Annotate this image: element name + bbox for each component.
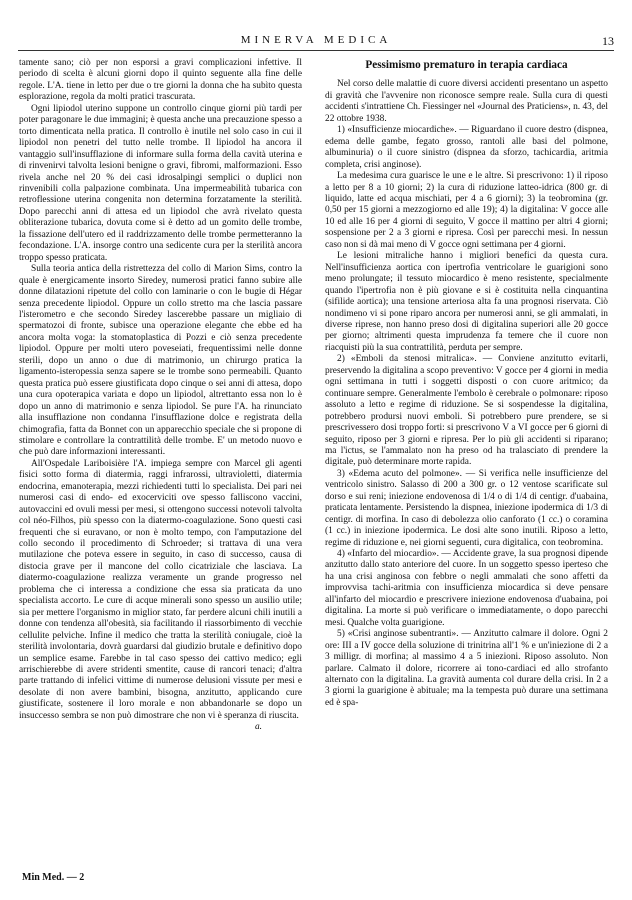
left-paragraph: tamente sano; ciò per non esporsi a gravi complicazioni infettive. Il periodo di scelta è alcuni giorni dopo il quinto seguente alla fine delle regole. L'A. tiene in letto per due o tre giorni la donna che ha subìto questa esplorazione, regola da molti pratici trascurata. <box>19 58 302 103</box>
right-paragraph: 2) «Emboli da stenosi mitralica». — Conviene anzitutto evitarli, preservendo la digitalina a scopo preventivo: V gocce per 4 giorni in media ogni settimana in tutti i soggetti disposti o con cuore aritmico; da continuare sempre. Generalmente l'embolo è cerebrale o polmonare: riposo assoluto a letto e regime di riduzione. Se si sospendesse la digitalina, potrebbero prodursi nuovi emboli. Si potrebbero pure prendere, se si prescrivessero dosi troppo forti: si prescrivono V a VI gocce per 6 giorni di seguito, riposo per 3 giorni e ripresa. Per lo più gli accidenti si riparano; ma l'ictus, se l'ammalato non ha preso od ha tralasciato di prendere la digitale, può determinare morte rapida. <box>325 354 608 468</box>
journal-title: MINERVA MEDICA <box>240 34 392 46</box>
right-paragraph: 4) «Infarto del miocardio». — Accidente grave, la sua prognosi dipende anzitutto dallo stato anteriore del cuore. In un soggetto spesso iperteso che ha una crisi anginosa con febbre o negli ammalati che sono affetti da improvvisa tachi-aritmia con insufficienza miocardica si deve pensare all'infarto del miocardio e prescrivere iniezione endovenosa d'uabaina, poi digitalina. La morte si può verificare o immediatamente, o dopo parecchi mesi. Qualche volta guarigione. <box>325 549 608 628</box>
left-paragraph: All'Ospedale Lariboisière l'A. impiega sempre con Marcel gli agenti fisici sotto forma di diatermia, raggi infrarossi, ultravioletti, diatermia endocrina, emanoterapia, mezzi richiedenti tutti lo specialista. Dei pari nei numerosi casi di endo- ed exocerviciti ove spesso falliscono vaccini, autovaccini ed ovuli messi per mesi, si ottengono successi notevoli talvolta col néo-Filhos, più spesso con la diatermo-coagulazione. Sono questi casi frequenti che si euravano, or non è molto tempo, con l'amputazione del collo secondo il procedimento di Schroeder; si trattava di una vera mutilazione che poteva essere in seguito, in caso di successo, causa di distocia grave per il mancone del collo cicatriziale che lasciava. La diatermo-coagulazione realizza veramente un grande progresso nel problema che ci interessa a condizione che essa sia praticata da uno specialista accorto. Le cure di acque minerali sono spesso un ausilio utile; sia per mettere l'organismo in miglior stato, far perdere alcuni chili inutili a donne con tendenza all'obesità, sia facilitando il riassorbimento di vecchie cellulite pelviche. Infine il medico che tratta la sterilità coniugale, cioè la sterilità involontaria, dovrà guardarsi dal giudizio brutale e definitivo dopo un semplice esame. Farebbe in tal caso spesso dei cattivo medico; egli arrischierebbe di avere stridenti smentite, cause di rancori tenaci; d'altra parte trattando di infelici vittime di numerose delusioni vissute per mesi e desolate di non avere bambini, bisogna, anzitutto, applicando cure giustificate, sostenere il loro morale e non abbandonarle se dopo un insuccesso sembra se non può dimostrare che non vi è speranza di riuscita. <box>19 458 302 721</box>
right-column <box>325 58 608 709</box>
left-paragraph: Sulla teoria antica della ristrettezza del collo di Marion Sims, contro la quale è energicamente insorto Siredey, numerosi pratici fanno subire alle donne dilatazioni ripetute del collo con laminarie o con le bugie di Hégar senza precedente lipiodol. Oppure un collo stretto ma che lascia passare l'isterometro e che secondo Siredey lascerebbe passare un migliaio di spermatozoi di fronte, subisce una operazione elegante che ebbe ed ha ancora molta voga: la stomatoplastica di Pozzi e ciò senza precedente lipiodol. Oppure per molti utero poveseiati, frequentissimi nelle donne sterili, dopo un anno o due di matrimonio, un chirurgo pratica la ligamento-isteropessia senza sapere se le trombe sono permeabili. Quanto questa pratica può essere giustificata dopo cinque o sei anni di attesa, dopo una cura opoterapica variata e dopo un lipiodol, altrettanto essa non lo è dopo un anno di matrimonio e senza lipiodol. Se pure l'A. ha rinunciato alla insufflazione non condanna l'insufflazione dolce e registrata della chimografia, fatta da Bonnet con un apparecchio speciale che si propone di stimolare e controllare la contrattilità delle trombe. E' un metodo nuovo e che può dare informazioni interessanti. <box>19 264 302 458</box>
running-header <box>18 34 614 51</box>
left-column <box>19 58 302 734</box>
page-number: 13 <box>602 34 614 48</box>
right-paragraph: Nel corso delle malattie di cuore diversi accidenti presentano un aspetto di gravità che l'avvenire non riconosce sempre reale. Sulla cura di questi accidenti s'intrattiene Ch. Fiessinger nel «Journal des Praticiens», n. 43, del 22 ottobre 1938. <box>325 79 608 124</box>
right-paragraph: 3) «Edema acuto del polmone». — Si verifica nelle insufficienze del ventricolo sinistro. Salasso di 200 a 300 gr. o 12 ventose scarificate sul dorso e sui reni; iniezione endovenosa di 1/4 o di 1/4 di centigr. d'uabaina, praticata lentamente. Persistendo la dispnea, iniezione ipodermica di 1/3 di centigr. di morfina. In caso di debolezza olio canforato (1 cc.) o coramina (1 cc.) in iniezione ipodermica. Le dosi alte sono inutili. Riposo a letto, regime di riduzione e, nei giorni seguenti, cura digitalica, con teobromina. <box>325 468 608 548</box>
footer-label: Min Med. — 2 <box>22 872 85 883</box>
left-paragraph: Ogni lipiodol uterino suppone un controllo cinque giorni più tardi per poter paragonare le due immagini; è questa anche una precauzione spesso a torto dimenticata nella pratica. Il controllo è inutile nel solo caso in cui il lipiodol non penetri del tutto nelle trombe. Il lipiodol ha ancora il vantaggio sull'insufflazione di informare sulla forma della cavità uterina e di rinvenirvi talvolta lesioni benigne o gravi, fibromi, malformazioni. Esso rivela anche nel 20 % dei casi idrosalpingi semplici o duplici non rinvenibili colla palpazione combinata. Una impermeabilità tubarica con retroflessione uterina congenita non determina forzatamente la sterilità. Dopo parecchi anni di attesa ed un lipiodol che avrà rivelato questa obliterazione tubarica, dovuta come si è detto ad un gomito delle trombe, la fissazione dell'utero ed il raddrizzamento delle trombe permetteranno la fecondazione. L'A. insorge contro una sedicente cura per la sterilità ancora troppo spesso praticata. <box>19 103 302 263</box>
right-paragraph: Le lesioni mitraliche hanno i migliori benefici da questa cura. Nell'insufficienza aortica con ipertrofia ventricolare le guarigioni sono meno prolungate; il tessuto miocardico è meno resistente, specialmente quando l'ipertrofia non è più giovane e si è costituita nella cinquantina (sifilide aortica); una tensione arteriosa alta fa una prognosi riservata. Ciò nondimeno vi si pone riparo ancora per numerosi anni, se gli ammalati, in diverse riprese, non hanno preso dosi di digitalina superiori alle 20 gocce per giorno; altrimenti questa imprudenza fa temere che il cuore non riacquisti più la sua contrattilità, perduta per sempre. <box>325 251 608 353</box>
right-paragraph: La medesima cura guarisce le une e le altre. Si prescrivono: 1) il riposo a letto per 8 a 10 giorni; 2) la cura di riduzione latteo-idrica (800 gr. di liquido, latte ed acqua mischiati, per 4 a 6 giorni); 3) la teobromina (gr. 0,50 per 15 giorni a mezzogiorno ed alle 19); 4) la digitalina: V gocce alle 10 ed alle 16 per 4 giorni di seguito, V gocce il mattino per altri 4 giorni; sospensione per 2 a 3 giorni e ripresa. Così per parecchi mesi. In nessun caso non si dà mai meno di V gocce ogni settimana per 4 giorni. <box>325 171 608 250</box>
right-paragraph: 5) «Crisi anginose subentranti». — Anzitutto calmare il dolore. Ogni 2 ore: III a IV gocce della soluzione di trinitrina all'1 % e un'iniezione di 2 a 3 milligr. di morfina; al massimo 4 a 5 iniezioni. Riposo assoluto. Non parlare. Calmato il dolore, ricorrere ai tono-cardiaci ed allo strofanto alternato con la digitalina. La gravità aumenta col durare della crisi. In 2 a 3 giorni la guarigione è abituale; ma la tempesta può durare una settimana ed è spa- <box>325 629 608 708</box>
right-paragraph: 1) «Insufficienze miocardiche». — Riguardano il cuore destro (dispnea, edema delle gambe, fegato grosso, rantoli alle basi del polmone, albuminuria) o il cuore sinistro (dispnea da sforzo, tachicardia, aritmia completa, crisi anginose). <box>325 125 608 170</box>
author-signature: a. <box>254 722 262 733</box>
article-title: Pessimismo prematuro in terapia cardiaca <box>365 59 568 71</box>
